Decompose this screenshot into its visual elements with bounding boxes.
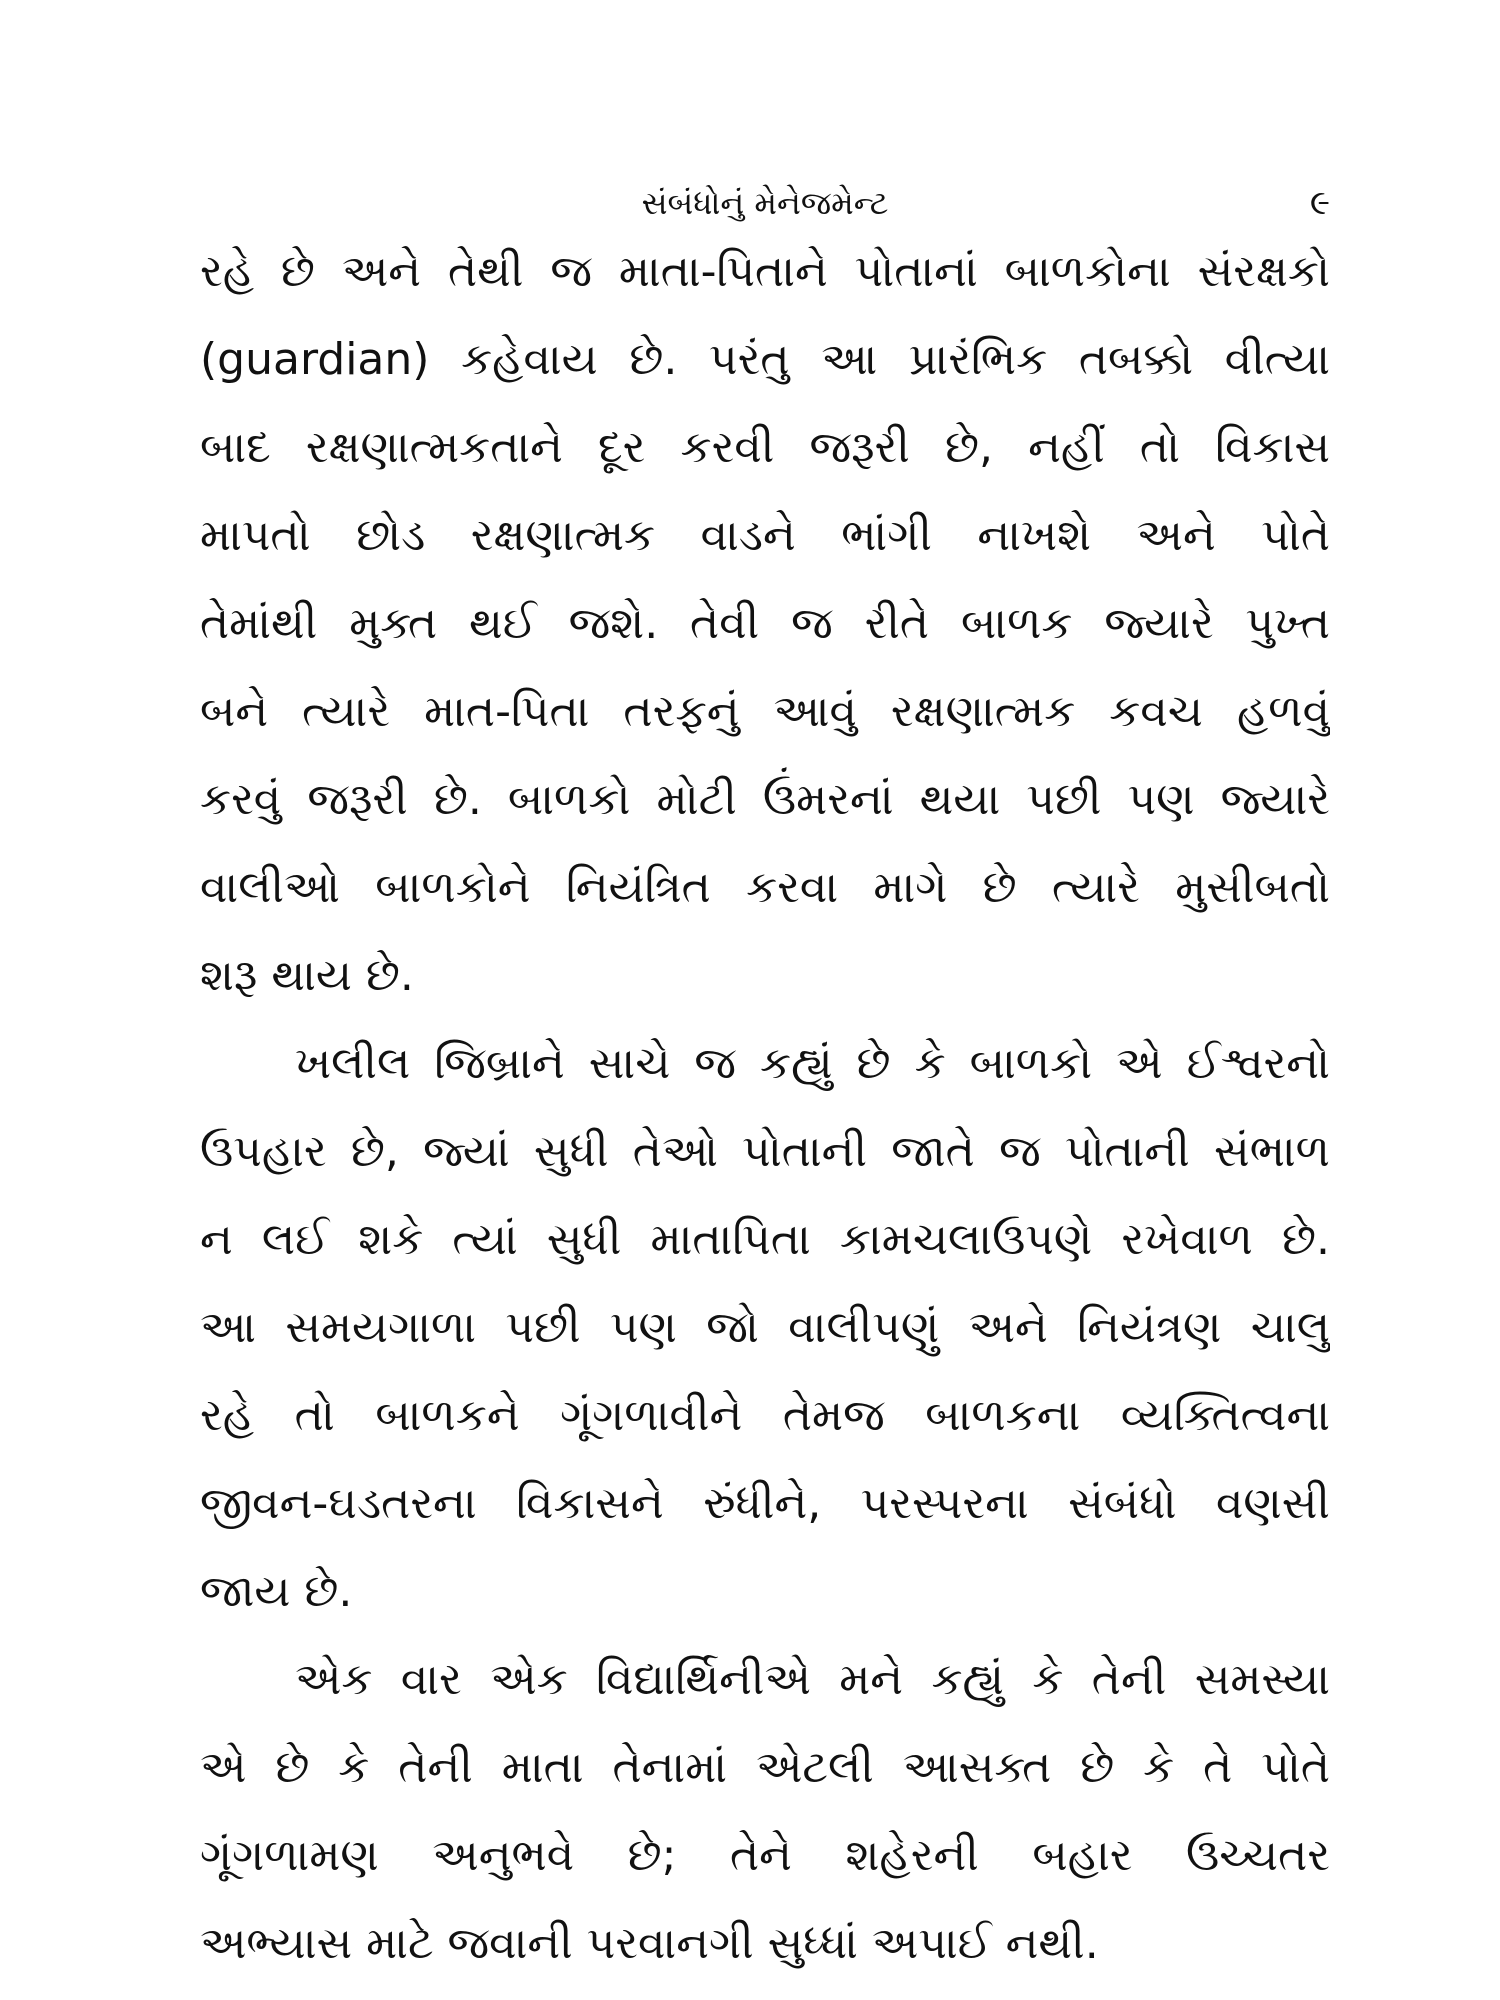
paragraph-line: આ સમયગાળા પછી પણ જો વાલીપણું અને નિયંત્રણ ચાલુ [200, 1302, 1330, 1353]
paragraph-line: ન લઈ શકે ત્યાં સુધી માતાપિતા કામચલાઉપણે રખેવાળ છે. [200, 1214, 1330, 1265]
running-title: સંબંધોનું મેનેજમેન્ટ [641, 184, 889, 222]
paragraph-line: અભ્યાસ માટે જવાની પરવાનગી સુધ્ધાં અપાઈ નથી. [200, 1918, 1099, 1969]
paragraph-line: તેમાંથી મુક્ત થઈ જશે. તેવી જ રીતે બાળક જ્યારે પુખ્ત [200, 598, 1330, 649]
page-number: ૯ [1309, 183, 1330, 223]
paragraph-2 [200, 1020, 1330, 1636]
paragraph-line: એ છે કે તેની માતા તેનામાં એટલી આસક્ત છે કે તે પોતે [200, 1742, 1330, 1793]
running-header [200, 178, 1330, 228]
paragraph-line: બને ત્યારે માત-પિતા તરફનું આવું રક્ષણાત્મક કવચ હળવું [200, 686, 1330, 737]
paragraph-line: શરૂ થાય છે. [200, 950, 414, 1001]
paragraph-line: (guardian) કહેવાય છે. પરંતુ આ પ્રારંભિક તબક્કો વીત્યા [200, 334, 1330, 385]
paragraph-line: રહે છે અને તેથી જ માતા-પિતાને પોતાનાં બાળકોના સંરક્ષકો [200, 246, 1330, 297]
paragraph-line: એક વાર એક વિદ્યાર્થિનીએ મને કહ્યું કે તેની સમસ્યા [295, 1654, 1330, 1705]
paragraph-line: જાય છે. [200, 1566, 353, 1617]
paragraph-line: જીવન-ઘડતરના વિકાસને રુંધીને, પરસ્પરના સંબંધો વણસી [200, 1478, 1330, 1529]
paragraph-3 [200, 1636, 1330, 1988]
paragraph-line: ઉપહાર છે, જ્યાં સુધી તેઓ પોતાની જાતે જ પોતાની સંભાળ [200, 1126, 1330, 1177]
paragraph-line: બાદ રક્ષણાત્મકતાને દૂર કરવી જરૂરી છે, નહીં તો વિકાસ [200, 422, 1330, 473]
paragraph-line: ખલીલ જિબ્રાને સાચે જ કહ્યું છે કે બાળકો એ ઈશ્વરનો [295, 1038, 1330, 1089]
paragraph-1 [200, 228, 1330, 1020]
body-text [200, 228, 1330, 1988]
paragraph-line: ગૂંગળામણ અનુભવે છે; તેને શહેરની બહાર ઉચ્ચતર [200, 1830, 1330, 1881]
paragraph-line: રહે તો બાળકને ગૂંગળાવીને તેમજ બાળકના વ્યક્તિત્વના [200, 1390, 1330, 1441]
paragraph-line: વાલીઓ બાળકોને નિયંત્રિત કરવા માગે છે ત્યારે મુસીબતો [200, 862, 1330, 913]
paragraph-line: કરવું જરૂરી છે. બાળકો મોટી ઉંમરનાં થયા પછી પણ જ્યારે [200, 774, 1330, 825]
paragraph-line: માપતો છોડ રક્ષણાત્મક વાડને ભાંગી નાખશે અને પોતે [200, 510, 1330, 561]
